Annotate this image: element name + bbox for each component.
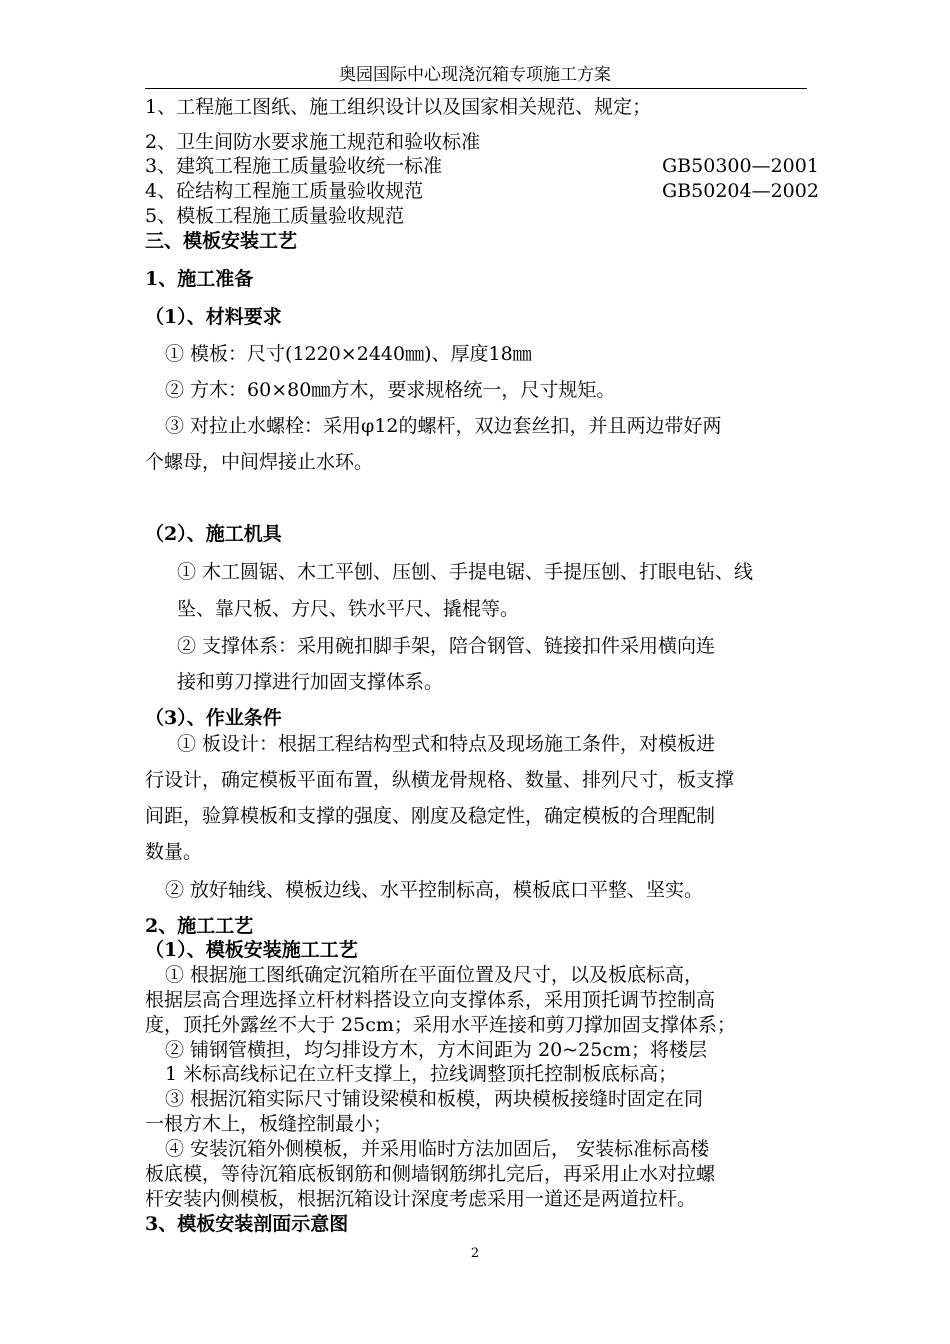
paragraph-line: ② 支撑体系：采用碗扣脚手架，陪合钢管、链接扣件采用横向连 [177, 635, 716, 657]
page-header: 奥园国际中心现浇沉箱专项施工方案 [339, 65, 611, 85]
paragraph-line: ② 放好轴线、模板边线、水平控制标高，模板底口平整、坚实。 [165, 879, 704, 901]
paragraph-line: ① 模板：尺寸(1220×2440㎜)、厚度18㎜ [165, 343, 532, 365]
header-rule [145, 88, 807, 89]
section-heading: 三、模板安装工艺 [145, 230, 298, 252]
paragraph-line: 度，顶托外露丝不大于 25cm；采用水平连接和剪刀撑加固支撑体系； [145, 1014, 736, 1036]
paragraph-line: ① 木工圆锯、木工平刨、压刨、手提电锯、手提压刨、打眼电钻、线 [177, 561, 754, 583]
ref-item: 3、建筑工程施工质量验收统一标准 [145, 155, 443, 177]
paragraph-line: ② 方木：60×80㎜方木，要求规格统一，尺寸规矩。 [165, 379, 616, 401]
paragraph-line: ④ 安装沉箱外侧模板，并采用临时方法加固后， 安装标准标高楼 [165, 1138, 710, 1160]
ref-item: 4、砼结构工程施工质量验收规范 [145, 180, 424, 202]
paragraph-line: ① 板设计：根据工程结构型式和特点及现场施工条件，对模板进 [177, 733, 716, 755]
paragraph-line: 一根方木上，板缝控制最小； [145, 1113, 393, 1135]
ref-item: 1、工程施工图纸、施工组织设计以及国家相关规范、规定； [145, 96, 652, 118]
paragraph-line: 板底模，等待沉箱底板钢筋和侧墙钢筋绑扎完后，再采用止水对拉螺 [145, 1163, 716, 1185]
ref-item: 2、卫生间防水要求施工规范和验收标准 [145, 131, 481, 153]
ref-item: 5、模板工程施工质量验收规范 [145, 205, 405, 227]
paragraph-line: 行设计，确定模板平面布置，纵横龙骨规格、数量、排列尺寸，板支撑 [145, 769, 735, 791]
paragraph-line: 间距，验算模板和支撑的强度、刚度及稳定性，确定模板的合理配制 [145, 805, 716, 827]
paragraph-line: ③ 根据沉箱实际尺寸铺设梁模和板模，两块模板接缝时固定在同 [165, 1088, 704, 1110]
page-number: 2 [470, 1246, 480, 1261]
paragraph-line: 数量。 [145, 841, 203, 863]
sub-subsection-heading: （3）、作业条件 [145, 707, 282, 729]
paragraph-line: 接和剪刀撑进行加固支撑体系。 [177, 671, 444, 693]
paragraph-line: ② 铺钢管横担，均匀排设方木，方木间距为 20~25cm；将楼层 [165, 1039, 708, 1061]
paragraph-line: 1 米标高线标记在立杆支撑上，拉线调整顶托控制板底标高； [165, 1063, 678, 1085]
subsection-heading: 1、施工准备 [145, 268, 254, 290]
sub-subsection-heading: （1）、模板安装施工工艺 [145, 939, 358, 961]
paragraph-line: ③ 对拉止水螺栓：采用φ12的螺杆，双边套丝扣，并且两边带好两 [165, 415, 722, 437]
paragraph-line: 根据层高合理选择立杆材料搭设立向支撑体系，采用顶托调节控制高 [145, 989, 716, 1011]
ref-standard-code: GB50204—2002 [662, 180, 819, 202]
sub-subsection-heading: （2）、施工机具 [145, 523, 282, 545]
ref-standard-code: GB50300—2001 [662, 155, 819, 177]
paragraph-line: 杆安装内侧模板，根据沉箱设计深度考虑采用一道还是两道拉杆。 [145, 1188, 697, 1210]
paragraph-line: 坠、靠尺板、方尺、铁水平尺、撬棍等。 [177, 598, 520, 620]
subsection-heading: 3、模板安装剖面示意图 [145, 1213, 349, 1235]
sub-subsection-heading: （1）、材料要求 [145, 306, 282, 328]
paragraph-line: 个螺母，中间焊接止水环。 [145, 451, 374, 473]
subsection-heading: 2、施工工艺 [145, 915, 254, 937]
paragraph-line: ① 根据施工图纸确定沉箱所在平面位置及尺寸，以及板底标高， [165, 964, 704, 986]
